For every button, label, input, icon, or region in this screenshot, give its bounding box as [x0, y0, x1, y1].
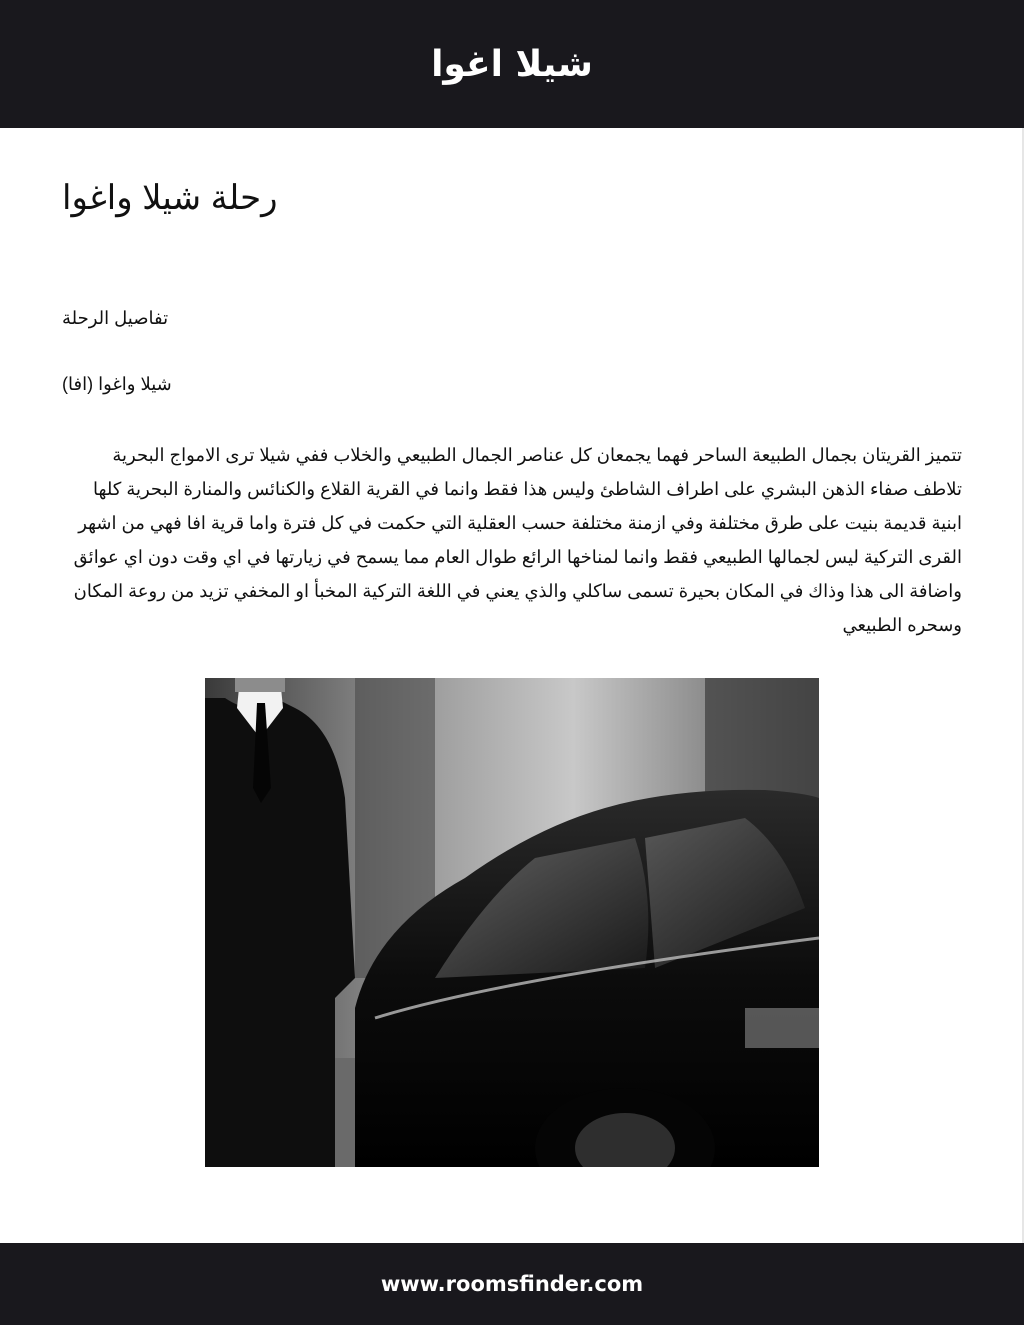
section-label: تفاصيل الرحلة [62, 308, 169, 328]
header-bar [0, 0, 1024, 128]
footer-website-link[interactable]: www.roomsfinder.com [380, 1272, 644, 1296]
document-subtitle: شيلا واغوا (افا) [62, 374, 172, 394]
document-body: تتميز القريتان بجمال الطبيعة الساحر فهما يجمعان كل عناصر الجمال الطبيعي والخلاب ففي شيلا ترى الامواج البحرية تلاطف صفاء الذهن البشري على اطراف الشاطئ وليس هذا فقط وانما في القرية القلاع والكنائس والمنارة البحرية كلها ابنية قديمة بنيت على طرق مختلفة وفي ازمنة مختلفة حسب العقلية التي حكمت في كل فترة واما قرية افا فهي من اشهر القرى التركية ليس لجمالها الطبيعي فقط وانما لمناخها الرائع طوال العام مما يسمح في زيارتها في اي وقت دون اي عوائق واضافة الى هذا وذاك في المكان بحيرة تسمى ساكلي والذي يعني في اللغة التركية المخبأ او المخفي تزيد من روعة المكان وسحره الطبيعي [73, 445, 962, 635]
header-title: شيلا اغوا [431, 43, 593, 85]
chauffeur-car-photo [205, 678, 819, 1167]
footer-bar [0, 1243, 1024, 1325]
document-title: رحلة شيلا واغوا [62, 179, 278, 217]
